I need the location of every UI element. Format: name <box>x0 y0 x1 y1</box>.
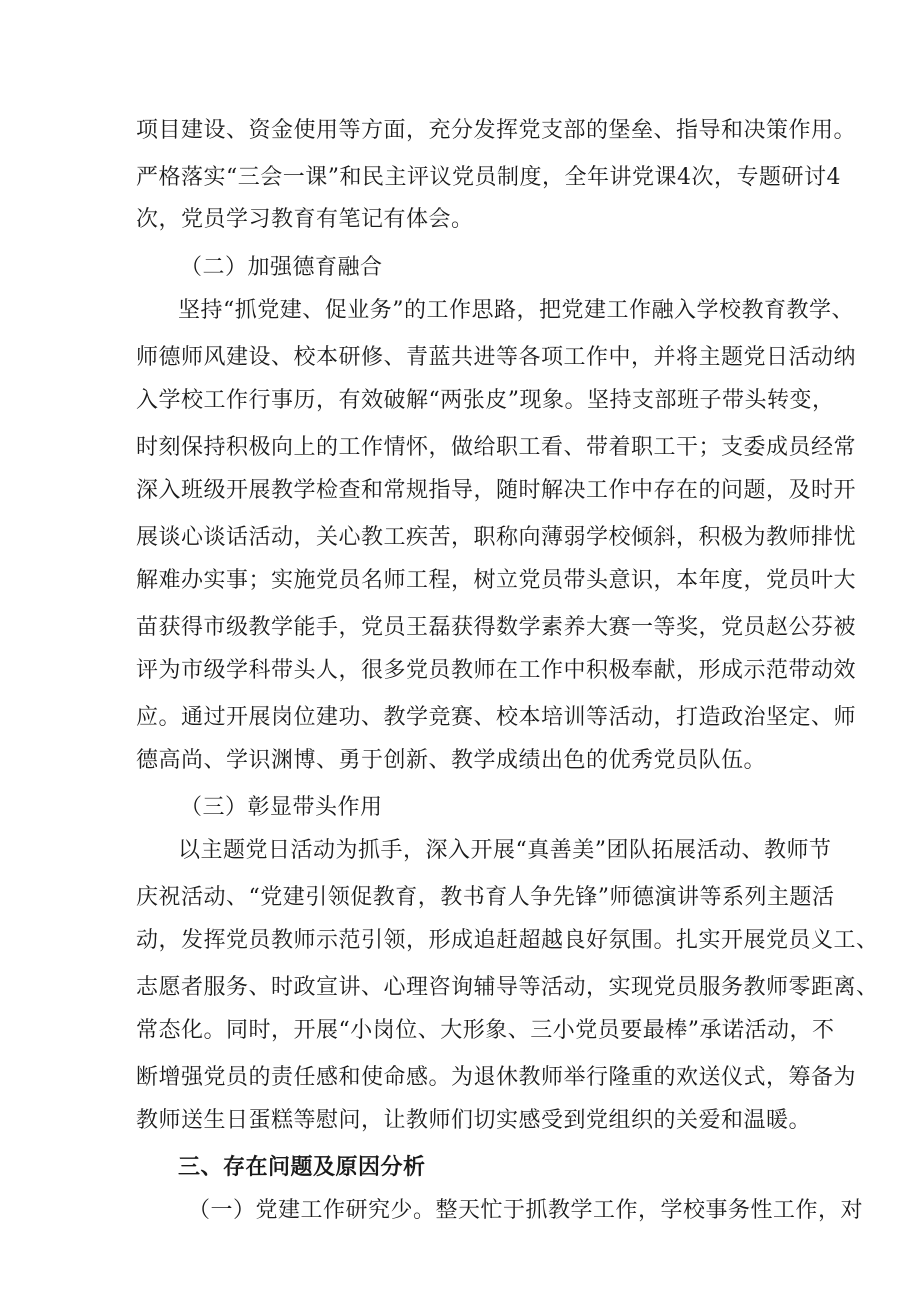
text-line: 项目建设、资金使用等方面，充分发挥党支部的堡垒、指导和决策作用。 <box>136 118 857 143</box>
text-line: 评为市级学科带头人，很多党员教师在工作中积极奉献，形成示范带动效 <box>136 658 857 683</box>
text-line: 教师送生日蛋糕等慰问，让教师们切实感受到党组织的关爱和温暖。 <box>136 1108 812 1133</box>
text-line: 严格落实“三会一课”和民主评议党员制度，全年讲党课4次，专题研讨4 <box>136 165 841 190</box>
section-subheading: （三）彰显带头作用 <box>180 795 383 820</box>
text-line: 次，党员学习教育有笔记有体会。 <box>136 207 474 232</box>
paragraph-first-line: 坚持“抓党建、促业务”的工作思路，把党建工作融入学校教育教学、 <box>178 298 854 323</box>
section-heading: 三、存在问题及原因分析 <box>178 1155 426 1180</box>
text-line: 深入班级开展教学检查和常规指导，随时解决工作中存在的问题，及时开 <box>136 478 857 503</box>
text-line: 应。通过开展岗位建功、教学竞赛、校本培训等活动，打造政治坚定、师 <box>136 705 857 730</box>
text-line: 动，发挥党员教师示范引领，形成追赶超越良好氛围。扎实开展党员义工、 <box>136 928 879 953</box>
paragraph-first-line: （一）党建工作研究少。整天忙于抓教学工作，学校事务性工作，对 <box>188 1198 864 1223</box>
text-line: 入学校工作行事历，有效破解“两张皮”现象。坚持支部班子带头转变， <box>136 388 835 413</box>
text-line: 展谈心谈话活动，关心教工疾苦，职称向薄弱学校倾斜，积极为教师排忧 <box>136 525 857 550</box>
text-line: 解难办实事；实施党员名师工程，树立党员带头意识，本年度，党员叶大 <box>136 568 857 593</box>
text-line: 苗获得市级教学能手，党员王磊获得数学素养大赛一等奖，党员赵公芬被 <box>136 615 857 640</box>
text-line: 志愿者服务、时政宣讲、心理咨询辅导等活动，实现党员服务教师零距离、 <box>136 975 879 1000</box>
section-subheading: （二）加强德育融合 <box>180 255 383 280</box>
text-line: 师德师风建设、校本研修、青蓝共进等各项工作中，并将主题党日活动纳 <box>136 345 857 370</box>
text-line: 时刻保持积极向上的工作情怀，做给职工看、带着职工干；支委成员经常 <box>136 435 857 460</box>
text-line: 常态化。同时，开展“小岗位、大形象、三小党员要最棒”承诺活动，不 <box>136 1018 835 1043</box>
paragraph-first-line: 以主题党日活动为抓手，深入开展“真善美”团队拓展活动、教师节 <box>178 838 832 863</box>
text-line: 德高尚、学识渊博、勇于创新、教学成绩出色的优秀党员队伍。 <box>136 748 767 773</box>
text-line: 断增强党员的责任感和使命感。为退休教师举行隆重的欢送仪式，筹备为 <box>136 1065 857 1090</box>
text-line: 庆祝活动、“党建引领促教育，教书育人争先锋”师德演讲等系列主题活 <box>136 885 835 910</box>
